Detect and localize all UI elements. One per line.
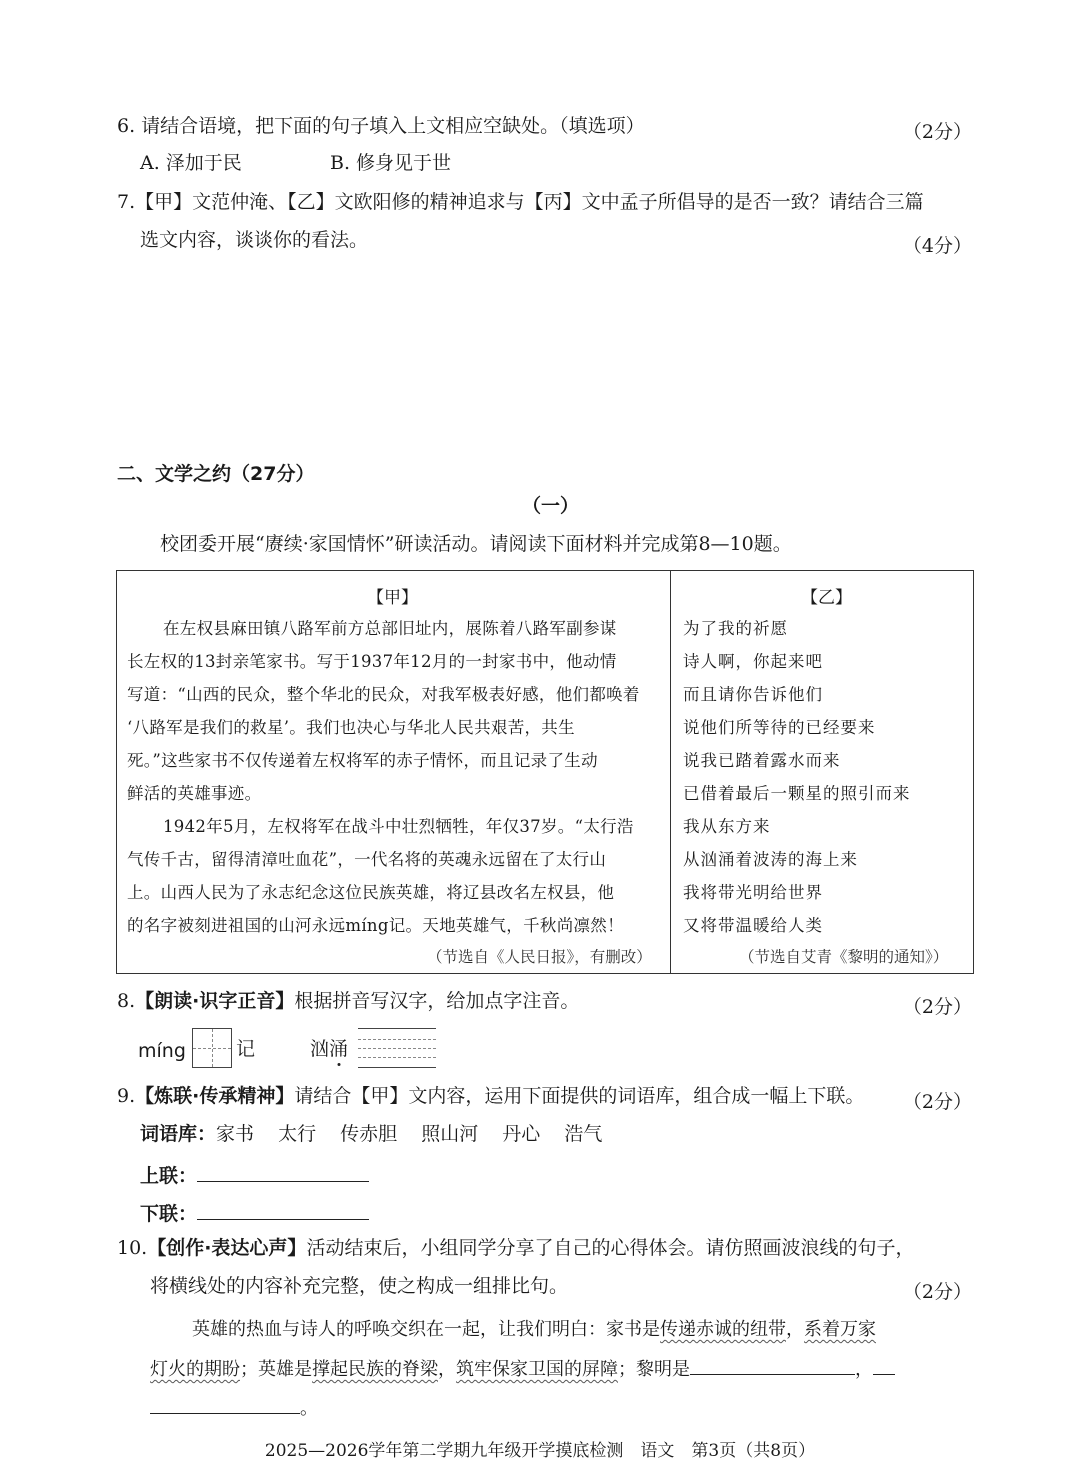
q6-option-b: B. 修身见于世 [330,152,452,174]
q10-text: ， [786,1319,804,1340]
bank-item: 丹心 [502,1123,541,1145]
yi-line: 从汹涌着波涛的海上来 [683,850,858,869]
q8-score: （2分） [902,996,972,1018]
q9-score: （2分） [902,1091,972,1113]
yi-line: 为了我的祈愿 [683,619,788,638]
q9-line [117,1087,864,1106]
yi-source: （节选自艾青《黎明的通知》） [739,948,949,966]
q6-stem: 6. 请结合语境，把下面的句子填入上文相应空缺处。（填选项） [117,115,645,137]
q10-tag: 【创作·表达心声】 [147,1237,307,1259]
q9-number: 9. [117,1085,136,1107]
q7-line-2: 选文内容，谈谈你的看法。 [140,229,369,251]
yi-line: 说他们所等待的已经要来 [683,718,876,737]
q10-text: ；英雄是 [240,1359,312,1380]
bank-item: 浩气 [564,1123,603,1145]
q8-pinyin-box[interactable] [358,1028,436,1068]
jia-line: 的名字被刻进祖国的山河永远míng记。天地英雄气，千秋尚凛然！ [127,916,624,935]
pinyin-guide [358,1048,436,1049]
q9-bank-label: 词语库： [140,1123,217,1145]
q10-text: ， [438,1359,456,1380]
q9-upper [140,1163,369,1186]
q8-number: 8. [117,990,136,1012]
q7-line-1: 7.【甲】文范仲淹、【乙】文欧阳修的精神追求与【丙】文中孟子所倡导的是否一致？请结合三篇 [117,191,924,213]
yi-line: 诗人啊，你起来吧 [683,652,823,671]
q9-word-bank [140,1125,602,1144]
q8-pinyin: míng [138,1040,186,1062]
yi-line: 说我已踏着露水而来 [683,751,841,770]
jia-line: 在左权县麻田镇八路军前方总部旧址内，展陈着八路军副参谋 [163,619,617,638]
q10-stem-1: 活动结束后，小组同学分享了自己的心得体会。请仿照画波浪线的句子， [306,1237,915,1259]
q9-upper-label: 上联： [140,1165,198,1187]
yi-line: 我将带光明给世界 [683,883,823,902]
q6-option-a: A. 泽加于民 [140,152,242,174]
q10-wavy-text: 撑起民族的脊梁 [312,1359,438,1380]
q10-line-1 [117,1239,914,1258]
jia-line: 1942年5月，左权将军在战斗中壮烈牺牲，年仅37岁。“太行浩 [163,817,634,836]
q10-score: （2分） [902,1281,972,1303]
q10-wavy-text: 传递赤诚的纽带 [660,1319,786,1340]
q10-para-line-2 [150,1355,895,1381]
q7-score: （4分） [902,235,972,257]
jia-source: （节选自《人民日报》，有删改） [427,948,652,966]
q8-ji: 记 [236,1038,256,1060]
q10-text: ， [855,1359,873,1380]
jia-line: 上。山西人民为了永志纪念这位民族英雄，将辽县改名左权县，他 [127,883,615,902]
q10-wavy-text: 系着万家 [804,1319,876,1340]
section-part: （一） [522,495,580,517]
material-divider [670,571,671,973]
section-title: 二、文学之约（27分） [117,463,315,485]
q9-tag: 【炼联·传承精神】 [135,1085,295,1107]
jia-line: 死。”这些家书不仅传递着左权将军的赤子情怀，而且记录了生动 [127,751,598,770]
q9-lower-blank[interactable] [197,1201,369,1220]
q10-text: 英雄的热血与诗人的呼唤交织在一起，让我们明白：家书是 [192,1319,660,1340]
q9-lower-label: 下联： [140,1203,198,1225]
yi-line: 又将带温暖给人类 [683,916,823,935]
q8-tag: 【朗读·识字正音】 [135,990,295,1012]
q10-blank-1[interactable] [690,1356,855,1375]
q8-word-a: 汹 [310,1038,330,1060]
q9-upper-blank[interactable] [197,1163,369,1182]
jia-line: 气传千古，留得清漳吐血花”，一代名将的英魂永远留在了太行山 [127,850,607,869]
q8-word-b-dotted: 涌 [329,1038,349,1060]
q9-lower [140,1201,369,1224]
pinyin-guide [358,1057,436,1058]
q10-wavy-text: 筑牢保家卫国的屏障 [456,1359,618,1380]
q10-blank-2b[interactable] [150,1395,300,1414]
yi-line: 而且请你告诉他们 [683,685,823,704]
pinyin-guide [358,1039,436,1040]
q10-end: 。 [300,1398,318,1419]
bank-item: 家书 [216,1123,255,1145]
q10-para-line-3 [150,1394,318,1420]
q10-para-line-1 [192,1315,876,1341]
q8-stem: 根据拼音写汉字，给加点字注音。 [294,990,580,1012]
jia-line: 鲜活的英雄事迹。 [127,784,262,803]
jia-line: ‘八路军是我们的救星’。我们也决心与华北人民共艰苦，共生 [127,718,575,737]
section-intro: 校团委开展“赓续·家国情怀”研读活动。请阅读下面材料并完成第8—10题。 [160,533,792,555]
q8-word [310,1040,348,1059]
bank-item: 传赤胆 [340,1123,398,1145]
yi-line: 我从东方来 [683,817,771,836]
q10-wavy-text: 灯火的期盼 [150,1359,240,1380]
q8-answer-grid[interactable] [192,1028,232,1068]
yi-title: 【乙】 [801,588,852,608]
q8-line [117,992,579,1011]
grid-v-guide [212,1029,213,1067]
material-box [116,570,974,974]
q10-text: ；黎明是 [618,1359,690,1380]
q10-blank-2a[interactable] [873,1356,895,1375]
q10-number: 10. [117,1237,148,1259]
bank-item: 照山河 [421,1123,479,1145]
yi-line: 已借着最后一颗星的照引而来 [683,784,911,803]
jia-line: 长左权的13封亲笔家书。写于1937年12月的一封家书中，他动情 [127,652,617,671]
jia-title: 【甲】 [367,588,418,608]
bank-item: 太行 [278,1123,317,1145]
jia-line: 写道：“山西的民众，整个华北的民众，对我军极表好感，他们都唤着 [127,685,640,704]
q10-stem-2: 将横线处的内容补充完整，使之构成一组排比句。 [150,1275,569,1297]
q9-stem: 请结合【甲】文内容，运用下面提供的词语库，组合成一幅上下联。 [294,1085,865,1107]
q6-score: （2分） [902,121,972,143]
page-footer: 2025—2026学年第二学期九年级开学摸底检测 语文 第3页（共8页） [264,1441,816,1461]
